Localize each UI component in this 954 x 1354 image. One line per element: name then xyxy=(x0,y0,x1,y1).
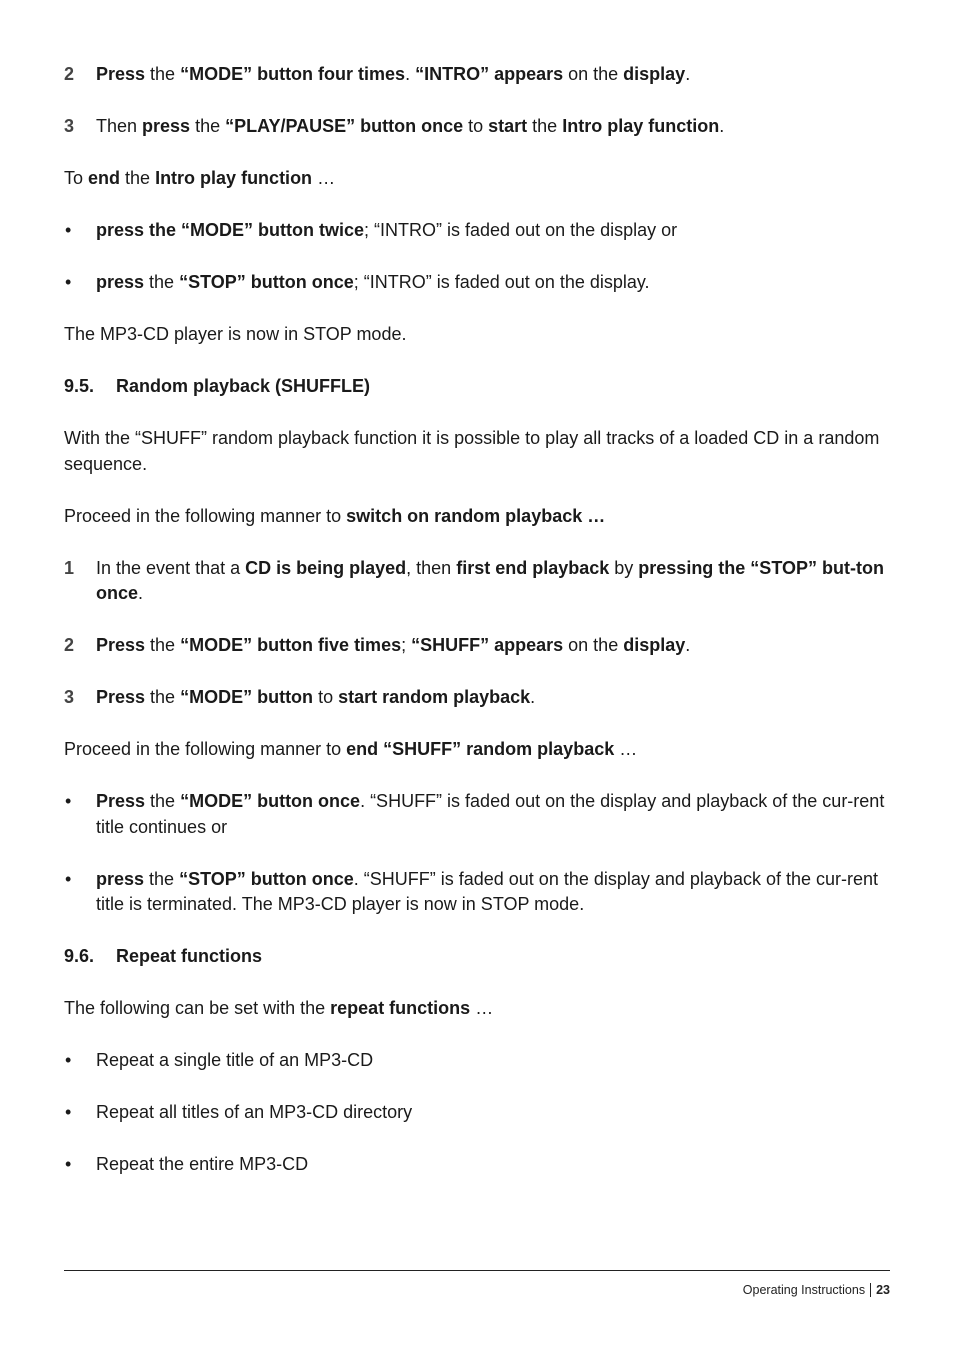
step-text: In the event that a CD is being played, then first end playback by pressing the “STOP” but-ton once. xyxy=(96,557,884,603)
step-item xyxy=(64,62,890,88)
page-number: 23 xyxy=(876,1283,890,1297)
bullet-text: Press the “MODE” button once. “SHUFF” is faded out on the display and playback of the cur-rent title continues or xyxy=(96,791,885,837)
step-number: 2 xyxy=(64,64,75,84)
step-text: Press the “MODE” button four times. “INTRO” appears on the display. xyxy=(96,64,691,84)
step-text: Press the “MODE” button to start random playback. xyxy=(96,687,536,707)
stop-mode-paragraph: The MP3-CD player is now in STOP mode. xyxy=(64,324,407,344)
emphasis-text: CD is being played xyxy=(245,557,407,578)
repeat-intro-paragraph: The following can be set with the repeat functions … xyxy=(64,998,494,1018)
end-shuffle-bullet-list xyxy=(64,789,890,918)
bullet-text: Repeat the entire MP3-CD xyxy=(96,1154,309,1174)
step-item xyxy=(64,633,890,659)
bullet-item xyxy=(64,1048,890,1074)
bullet-text: Repeat all titles of an MP3-CD directory xyxy=(96,1102,413,1122)
emphasis-text: repeat functions xyxy=(330,998,471,1018)
emphasis-text: “STOP” button once xyxy=(179,868,354,889)
bullet-text: press the “STOP” button once. “SHUFF” is faded out on the display and playback of the cur-rent title is terminated. The MP3-CD player is now in STOP mode. xyxy=(96,868,879,914)
emphasis-text: Press xyxy=(96,64,146,84)
end-shuffle-paragraph: Proceed in the following manner to end “SHUFF” random playback … xyxy=(64,739,638,759)
bullet-marker: • xyxy=(65,868,72,889)
emphasis-text: first end playback xyxy=(456,557,610,578)
bullet-item xyxy=(64,867,890,918)
bullet-marker: • xyxy=(65,1154,72,1174)
emphasis-text: switch on random playback … xyxy=(346,505,606,526)
emphasis-text: “STOP” button once xyxy=(179,272,354,292)
emphasis-text: pressing the “STOP” but-ton once xyxy=(96,557,884,603)
repeat-bullet-list xyxy=(64,1048,890,1178)
emphasis-text: end “SHUFF” random playback xyxy=(346,739,615,759)
emphasis-text: “SHUFF” appears xyxy=(411,635,564,655)
emphasis-text: Intro play function xyxy=(155,168,313,188)
footer-label: Operating Instructions xyxy=(742,1283,866,1297)
emphasis-text: “INTRO” appears xyxy=(415,64,564,84)
document-page xyxy=(64,62,890,1204)
shuffle-description: With the “SHUFF” random playback function it is possible to play all tracks of a loaded CD in a random sequence. xyxy=(64,428,880,474)
step-item xyxy=(64,685,890,711)
step-text: Then press the “PLAY/PAUSE” button once to start the Intro play function. xyxy=(96,116,725,136)
bullet-item xyxy=(64,789,890,840)
footer-separator xyxy=(870,1283,871,1297)
bullet-text: press the “STOP” button once; “INTRO” is faded out on the display. xyxy=(96,272,650,292)
end-intro-paragraph: To end the Intro play function … xyxy=(64,168,336,188)
emphasis-text: “MODE” button xyxy=(180,687,314,707)
section-heading-9-5 xyxy=(64,374,890,400)
emphasis-text: display xyxy=(623,64,686,84)
bullet-item xyxy=(64,270,890,296)
page-footer xyxy=(743,1282,890,1298)
emphasis-text: Intro play function xyxy=(562,116,720,136)
intro-steps-list xyxy=(64,62,890,140)
emphasis-text: Press xyxy=(96,687,146,707)
bullet-item xyxy=(64,1100,890,1126)
step-item xyxy=(64,556,890,607)
emphasis-text: start random playback xyxy=(338,687,531,707)
section-number: 9.5. xyxy=(64,376,95,396)
bullet-item xyxy=(64,1152,890,1178)
bullet-text: press the “MODE” button twice; “INTRO” is faded out on the display or xyxy=(96,220,678,240)
emphasis-text: end xyxy=(88,168,121,188)
bullet-marker: • xyxy=(65,220,72,240)
bullet-text: Repeat a single title of an MP3-CD xyxy=(96,1050,374,1070)
step-number: 3 xyxy=(64,116,75,136)
emphasis-text: “PLAY/PAUSE” button once xyxy=(225,116,464,136)
emphasis-text: press the “MODE” button twice xyxy=(96,220,365,240)
step-text: Press the “MODE” button five times; “SHUFF” appears on the display. xyxy=(96,635,691,655)
bullet-marker: • xyxy=(65,1102,72,1122)
bullet-item xyxy=(64,218,890,244)
emphasis-text: “MODE” button four times xyxy=(180,64,406,84)
step-number: 3 xyxy=(64,687,75,707)
emphasis-text: press xyxy=(96,868,145,889)
end-intro-bullet-list xyxy=(64,218,890,296)
emphasis-text: press xyxy=(96,272,145,292)
bullet-marker: • xyxy=(65,272,72,292)
emphasis-text: display xyxy=(623,635,686,655)
bullet-marker: • xyxy=(65,791,72,811)
step-item xyxy=(64,114,890,140)
switch-on-paragraph: Proceed in the following manner to switch on random playback … xyxy=(64,505,606,526)
emphasis-text: Press xyxy=(96,791,146,811)
section-heading-9-6 xyxy=(64,944,890,970)
section-number: 9.6. xyxy=(64,946,95,966)
emphasis-text: start xyxy=(488,116,528,136)
emphasis-text: press xyxy=(142,116,191,136)
emphasis-text: Press xyxy=(96,635,146,655)
bullet-marker: • xyxy=(65,1050,72,1070)
step-number: 1 xyxy=(64,557,75,578)
section-title: Repeat functions xyxy=(116,946,263,966)
shuffle-steps-list xyxy=(64,556,890,711)
emphasis-text: “MODE” button once xyxy=(180,791,361,811)
step-number: 2 xyxy=(64,635,75,655)
footer-divider xyxy=(64,1270,890,1271)
emphasis-text: “MODE” button five times xyxy=(180,635,402,655)
section-title: Random playback (SHUFFLE) xyxy=(116,376,371,396)
